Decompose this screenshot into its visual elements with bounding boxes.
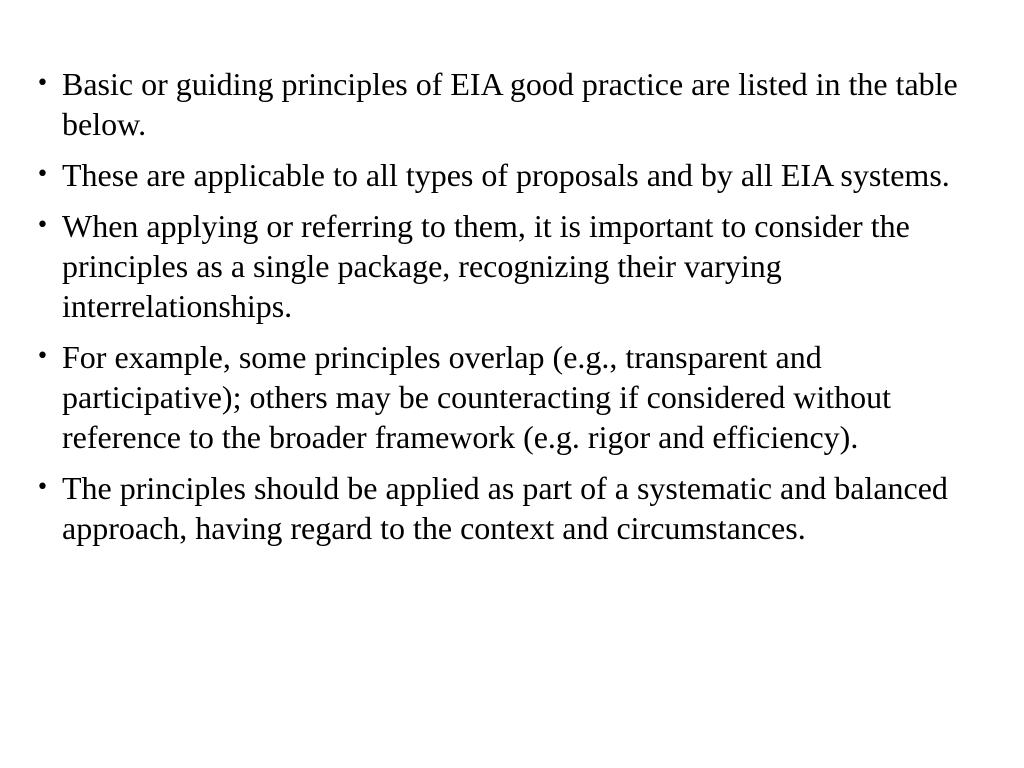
bullet-dot-icon: •	[36, 162, 49, 187]
bullet-item-5	[36, 468, 996, 548]
bullet-text: The principles should be applied as part of a systematic and balanced approach, having regard to the context and circumstances.	[62, 470, 948, 546]
bullet-item-1	[36, 64, 996, 144]
bullet-dot-icon: •	[36, 71, 49, 96]
bullet-dot-icon: •	[36, 344, 49, 369]
bullet-dot-icon: •	[36, 213, 49, 238]
bullet-item-2	[36, 155, 996, 195]
bullet-text: These are applicable to all types of proposals and by all EIA systems.	[62, 157, 950, 193]
bullet-text: For example, some principles overlap (e.g., transparent and participative); others may be counteracting if considered without reference to the broader framework (e.g. rigor and efficiency).	[62, 339, 892, 455]
bullet-item-3	[36, 206, 996, 326]
bullet-text: When applying or referring to them, it is important to consider the principles as a single package, recognizing their varying interrelationships.	[62, 208, 910, 324]
bullet-dot-icon: •	[36, 475, 49, 500]
bullet-item-4	[36, 337, 996, 457]
bullet-list	[36, 64, 996, 559]
bullet-text: Basic or guiding principles of EIA good practice are listed in the table below.	[62, 66, 958, 142]
